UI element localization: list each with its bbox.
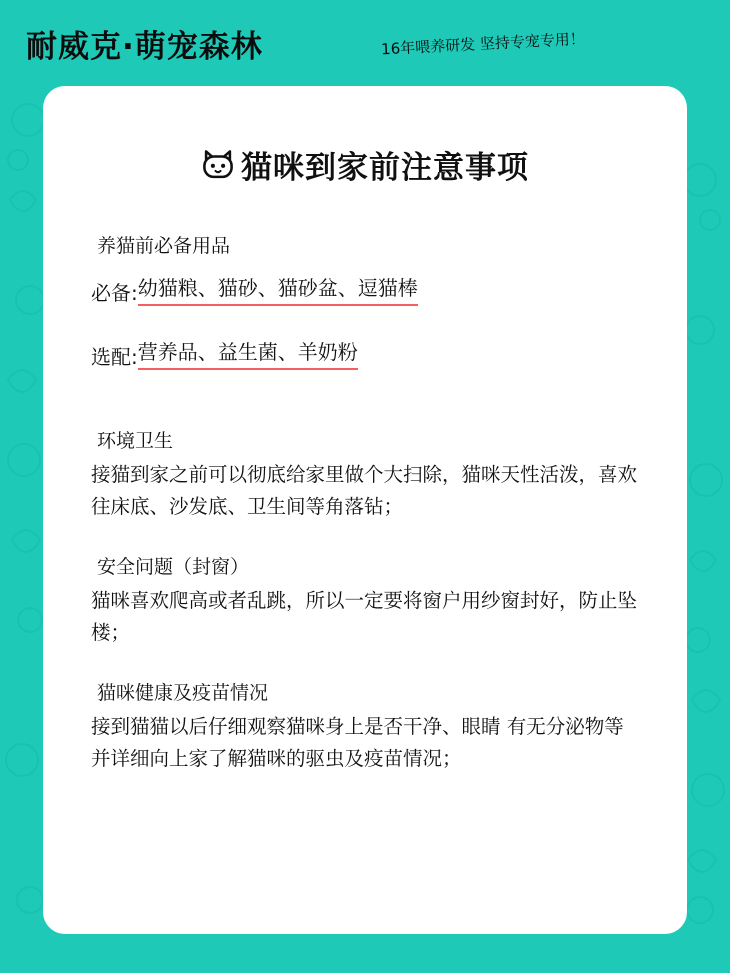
section-health-heading: 猫咪健康及疫苗情况	[97, 682, 269, 705]
title-row	[87, 142, 643, 187]
required-supplies-row	[91, 272, 643, 306]
section-safety-heading: 安全问题（封窗）	[97, 556, 250, 579]
brand-tagline: 16年喂养研发 坚持专宠专用！	[380, 29, 585, 58]
required-value: 幼猫粮、猫砂、猫砂盆、逗猫棒	[138, 272, 418, 306]
content-card	[43, 86, 687, 934]
required-label: 必备:	[91, 281, 138, 305]
optional-supplies-row	[91, 336, 643, 370]
page-header	[0, 0, 730, 86]
cat-face-icon	[201, 148, 235, 182]
optional-label: 选配:	[91, 345, 138, 369]
optional-value: 营养品、益生菌、羊奶粉	[138, 336, 358, 370]
section-safety-text: 猫咪喜欢爬高或者乱跳，所以一定要将窗户用纱窗封好，防止坠楼；	[91, 589, 638, 644]
section-hygiene	[91, 426, 643, 522]
supplies-heading: 养猫前必备用品	[97, 235, 231, 257]
section-health	[91, 678, 643, 774]
section-health-text: 接到猫猫以后仔细观察猫咪身上是否干净、眼睛 有无分泌物等并详细向上家了解猫咪的驱虫及疫苗情况；	[91, 715, 624, 770]
brand-logo: 耐威克·萌宠森林	[26, 28, 263, 65]
section-hygiene-text: 接猫到家之前可以彻底给家里做个大扫除，猫咪天性活泼，喜欢往床底、沙发底、卫生间等角落钻；	[91, 463, 638, 518]
section-hygiene-heading: 环境卫生	[97, 430, 174, 452]
supplies-section	[87, 231, 643, 370]
page-title: 猫咪到家前注意事项	[241, 150, 529, 186]
section-safety	[91, 552, 643, 648]
